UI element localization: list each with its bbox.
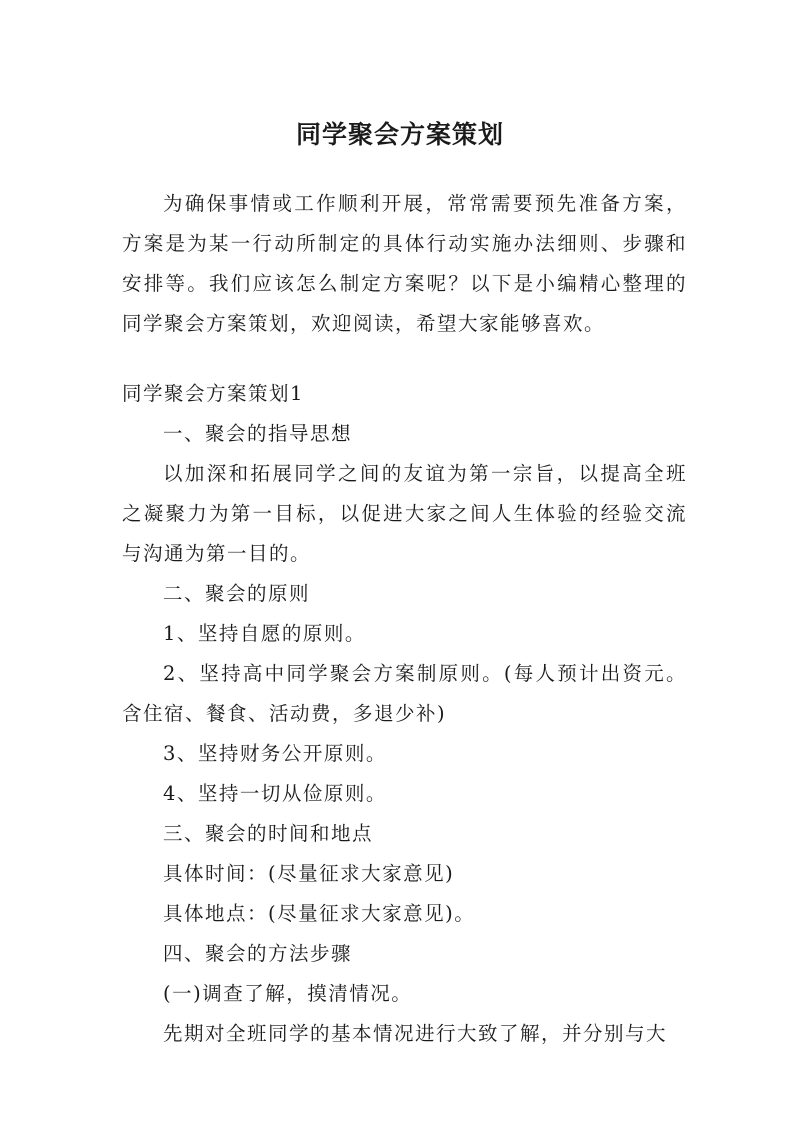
principle-1: 1、坚持自愿的原则。	[163, 622, 366, 645]
document-title: 同学聚会方案策划	[295, 119, 504, 149]
intro-block	[122, 184, 687, 344]
principle-3: 3、坚持财务公开原则。	[163, 742, 387, 765]
heading-guiding-thought: 一、聚会的指导思想	[163, 422, 353, 445]
specific-place: 具体地点：(尽量征求大家意见)。	[163, 902, 476, 925]
principle-4: 4、坚持一切从俭原则。	[163, 782, 387, 805]
section-title: 同学聚会方案策划1	[122, 382, 304, 405]
specific-time: 具体时间：(尽量征求大家意见)	[163, 862, 455, 885]
heading-methods: 四、聚会的方法步骤	[163, 942, 353, 965]
intro-paragraph: 为确保事情或工作顺利开展，常常需要预先准备方案，方案是为某一行动所制定的具体行动实施办法细则、步骤和安排等。我们应该怎么制定方案呢？以下是小编精心整理的同学聚会方案策划，欢迎阅读，希望大家能够喜欢。	[122, 192, 687, 335]
principle-2: 2、坚持高中同学聚会方案制原则。(每人预计出资元。含住宿、餐食、活动费，多退少补)	[122, 662, 687, 725]
paragraph-step-1: 先期对全班同学的基本情况进行大致了解，并分别与大	[163, 1022, 668, 1045]
heading-principles: 二、聚会的原则	[163, 582, 311, 605]
paragraph-guiding-thought: 以加深和拓展同学之间的友谊为第一宗旨，以提高全班之凝聚力为第一目标，以促进大家之间人生体验的经验交流与沟通为第一目的。	[122, 462, 687, 565]
content-block	[122, 374, 687, 1054]
heading-time-place: 三、聚会的时间和地点	[163, 822, 374, 845]
step-1: (一)调查了解，摸清情况。	[163, 982, 413, 1005]
